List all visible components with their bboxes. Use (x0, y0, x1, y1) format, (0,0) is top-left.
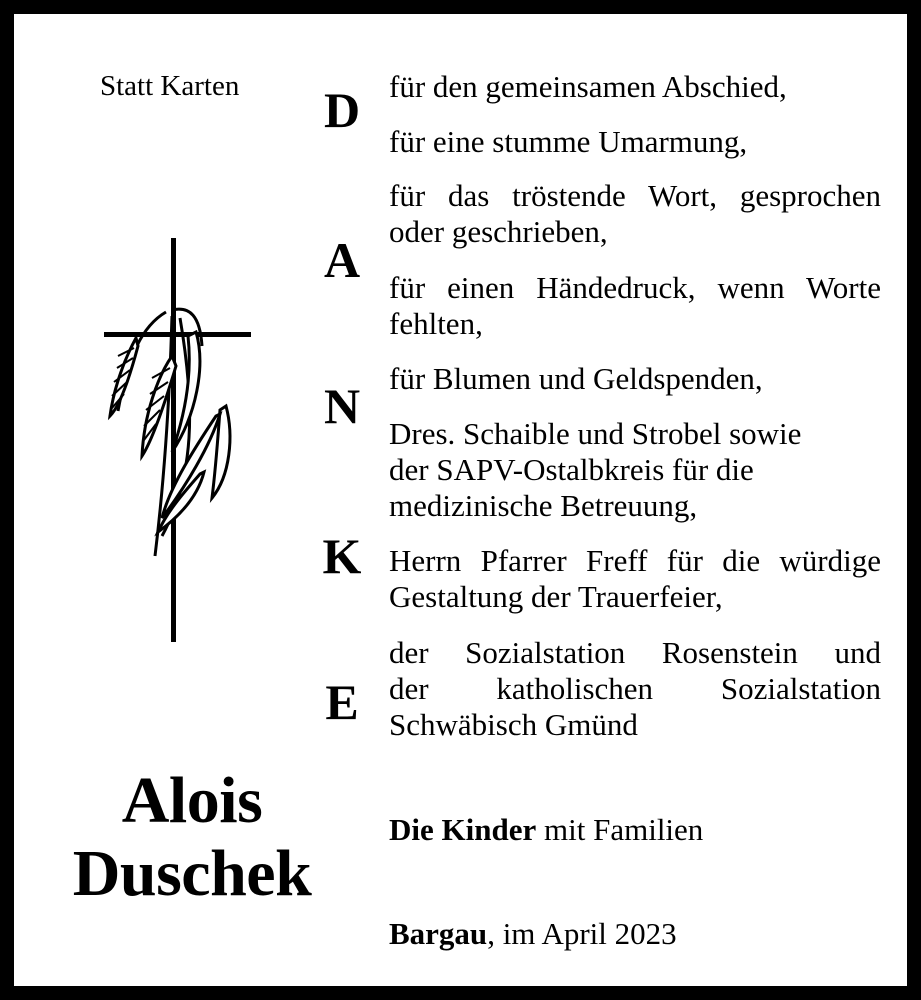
thanks-line: oder geschrieben, (389, 214, 608, 249)
danke-letter-e: E (325, 674, 359, 730)
signature (389, 812, 881, 848)
thanks-line: fehlten, (389, 306, 483, 341)
thanks-line: Gestaltung der Trauerfeier, (389, 579, 723, 614)
deceased-last-name: Duschek (72, 837, 312, 910)
thanks-line: für einen Händedruck, wenn Worte (389, 270, 881, 305)
thanks-line: Schwäbisch Gmünd (389, 707, 638, 742)
signature-bold: Die Kinder (389, 812, 537, 847)
thanks-line: der katholischen Sozialstation (389, 671, 881, 706)
thanks-line: für eine stumme Umarmung, (389, 124, 748, 159)
deceased-first-name: Alois (121, 764, 263, 837)
danke-letter-d: D (323, 82, 361, 138)
thanks-line: für Blumen und Geldspenden, (389, 361, 763, 396)
cross-with-wheat-icon (100, 236, 260, 646)
date-rest: , im April 2023 (487, 916, 677, 951)
thanks-line: für den gemeinsamen Abschied, (389, 69, 787, 104)
place-bold: Bargau (389, 916, 488, 951)
statt-karten-note: Statt Karten (100, 70, 240, 102)
danke-letter-k: K (322, 528, 362, 584)
danke-letter-n: N (323, 378, 361, 434)
thanks-line: Dres. Schaible und Strobel sowie (389, 416, 802, 451)
thanks-line: der SAPV-Ostalbkreis für die (389, 452, 754, 487)
signature-rest: mit Familien (536, 812, 704, 847)
place-date (389, 916, 881, 952)
thanks-line: medizinische Betreuung, (389, 488, 698, 523)
thanks-line: Herrn Pfarrer Freff für die würdige (389, 543, 881, 578)
thanks-line: der Sozialstation Rosenstein und (389, 635, 881, 670)
thanks-line: für das tröstende Wort, gesprochen (389, 178, 881, 213)
danke-letter-a: A (323, 232, 361, 288)
